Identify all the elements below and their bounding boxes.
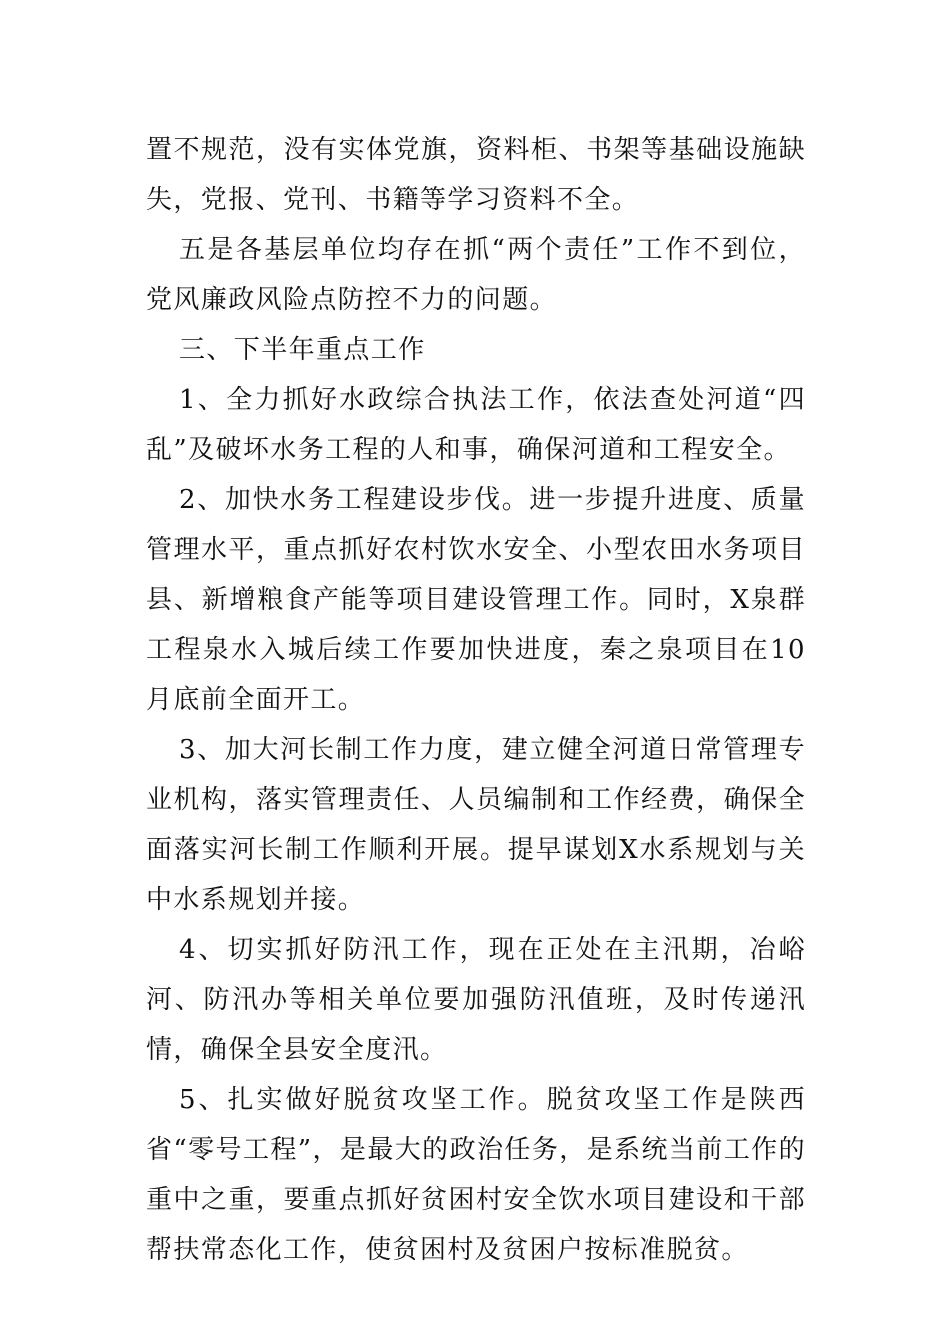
paragraph-point-five: 五是各基层单位均存在抓“两个责任”工作不到位，党风廉政风险点防控不力的问题。: [146, 235, 806, 315]
paragraph-item-3: 3、加大河长制工作力度，建立健全河道日常管理专业机构，落实管理责任、人员编制和工作经费，确保全面落实河长制工作顺利开展。提早谋划X水系规划与关中水系规划并接。: [146, 735, 806, 915]
document-body: [146, 125, 806, 1275]
paragraph-item-5: 5、扎实做好脱贫攻坚工作。脱贫攻坚工作是陕西省“零号工程”，是最大的政治任务，是系统当前工作的重中之重，要重点抓好贫困村安全饮水项目建设和干部帮扶常态化工作，使贫困村及贫困户按标准脱贫。: [146, 1085, 806, 1265]
paragraph-item-4: 4、切实抓好防汛工作，现在正处在主汛期，冶峪河、防汛办等相关单位要加强防汛值班，及时传递汛情，确保全县安全度汛。: [146, 935, 806, 1065]
paragraph-item-1: 1、全力抓好水政综合执法工作，依法查处河道“四乱”及破坏水务工程的人和事，确保河道和工程安全。: [146, 385, 806, 465]
paragraph-continuation: 置不规范，没有实体党旗，资料柜、书架等基础设施缺失，党报、党刊、书籍等学习资料不全。: [146, 135, 806, 215]
section-heading: 三、下半年重点工作: [179, 335, 426, 365]
paragraph-item-2: 2、加快水务工程建设步伐。进一步提升进度、质量管理水平，重点抓好农村饮水安全、小型农田水务项目县、新增粮食产能等项目建设管理工作。同时，X泉群工程泉水入城后续工作要加快进度，秦之泉项目在10月底前全面开工。: [146, 485, 806, 715]
